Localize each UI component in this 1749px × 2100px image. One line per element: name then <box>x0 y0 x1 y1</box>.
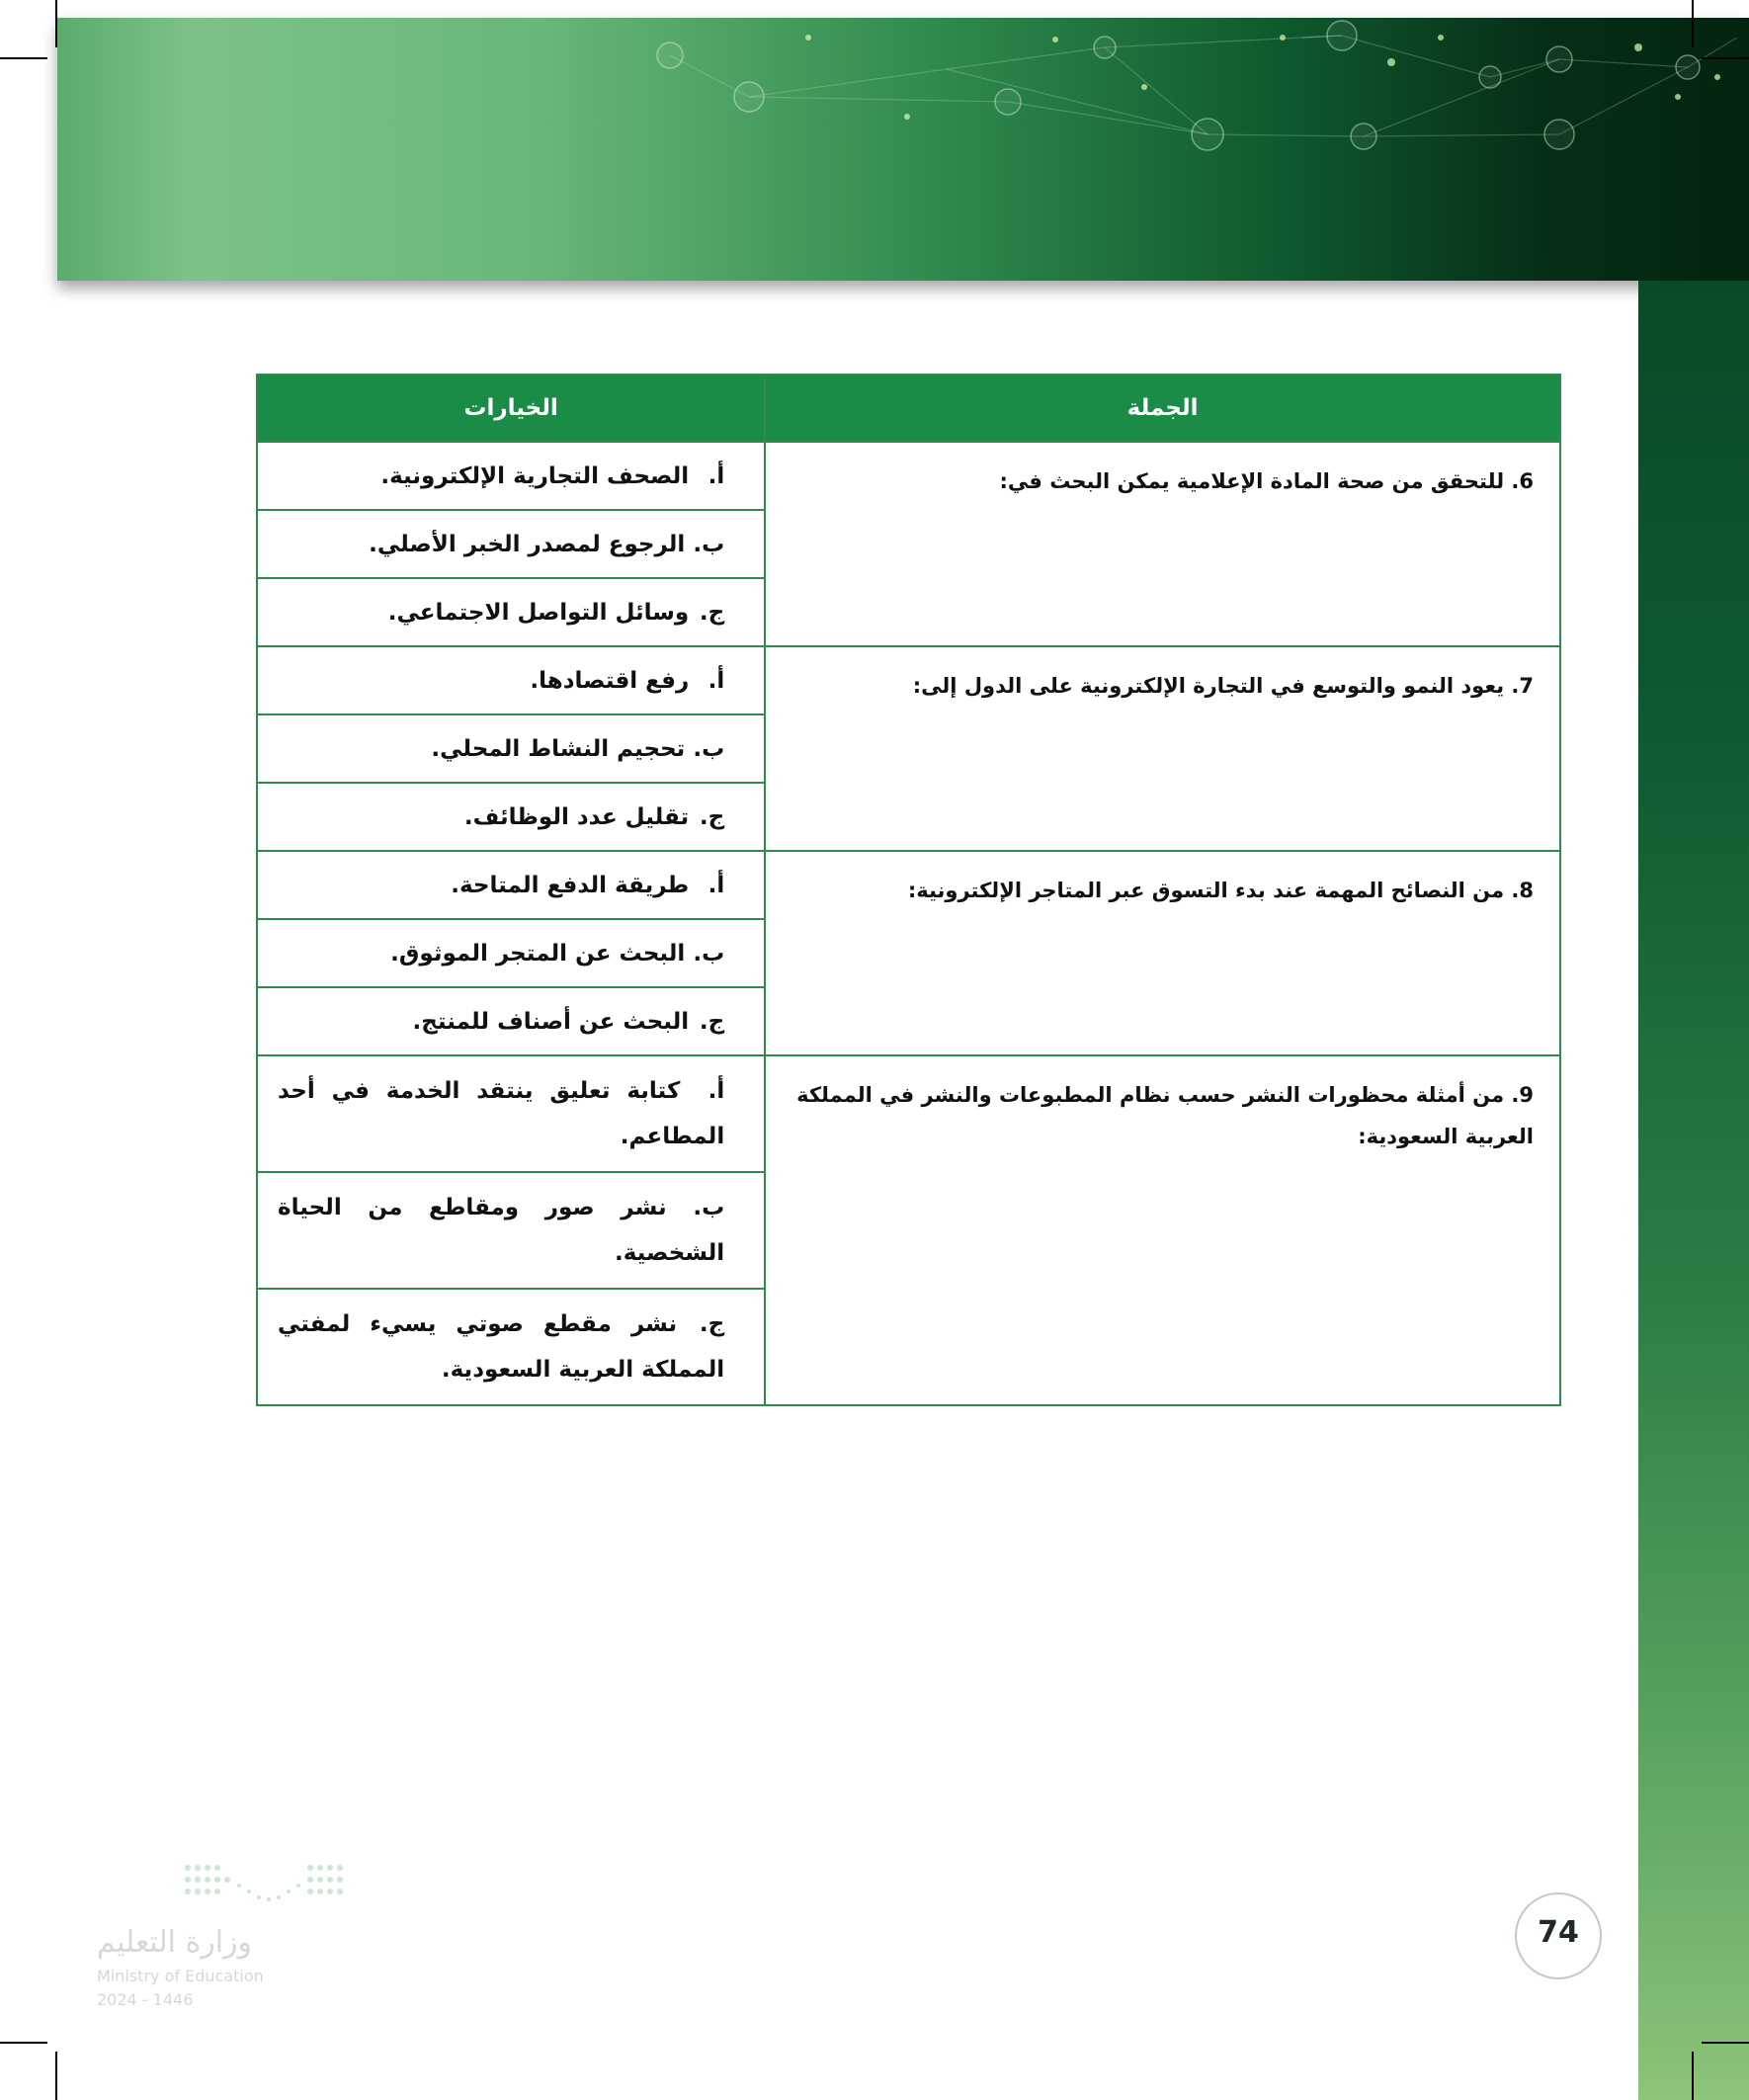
question-number: 9. <box>1511 1083 1534 1107</box>
option-label: ب. <box>693 531 725 557</box>
option-text: نشر صور ومقاطع من الحياة الشخصية. <box>278 1195 725 1266</box>
option-cell[interactable] <box>257 442 765 510</box>
crop-mark <box>1702 57 1749 59</box>
network-decoration <box>57 18 1749 281</box>
question-cell <box>765 646 1560 851</box>
option-label: ب. <box>693 1195 725 1220</box>
option-label: ج. <box>699 803 725 830</box>
option-text: كتابة تعليق ينتقد الخدمة في أحد المطاعم. <box>278 1078 725 1149</box>
option-label: أ. <box>708 462 725 489</box>
crop-mark <box>1692 2052 1694 2100</box>
option-label: أ. <box>708 667 725 694</box>
option-text: نشر مقطع صوتي يسيء لمفتي المملكة العربية السعودية. <box>278 1311 725 1383</box>
header-question: الجملة <box>765 375 1560 442</box>
option-label: ج. <box>699 599 725 626</box>
side-strip <box>1638 281 1749 2100</box>
page-number: 74 <box>1538 1914 1579 1950</box>
option-text: تحجيم النشاط المحلي. <box>431 735 686 762</box>
table-row <box>257 1055 1560 1172</box>
option-text: البحث عن المتجر الموثوق. <box>390 940 686 966</box>
option-cell[interactable] <box>257 987 765 1055</box>
question-number: 6. <box>1511 469 1534 493</box>
option-cell[interactable] <box>257 919 765 987</box>
option-cell[interactable] <box>257 1055 765 1172</box>
crop-mark <box>0 2042 47 2044</box>
option-text: رفع اقتصادها. <box>530 667 690 694</box>
question-number: 8. <box>1511 879 1534 902</box>
option-text: وسائل التواصل الاجتماعي. <box>387 599 690 626</box>
questions-table-wrapper <box>256 374 1561 1406</box>
option-cell[interactable] <box>257 1289 765 1405</box>
option-text: الرجوع لمصدر الخبر الأصلي. <box>369 531 686 557</box>
crop-mark <box>0 57 47 59</box>
option-label: أ. <box>708 1078 725 1104</box>
option-label: أ. <box>708 872 725 898</box>
question-number: 7. <box>1511 674 1534 698</box>
option-text: طريقة الدفع المتاحة. <box>451 872 690 898</box>
header-options: الخيارات <box>257 375 765 442</box>
option-cell[interactable] <box>257 510 765 578</box>
option-cell[interactable] <box>257 578 765 646</box>
table-row <box>257 851 1560 919</box>
question-text: يعود النمو والتوسع في التجارة الإلكترونية على الدول إلى: <box>912 674 1505 698</box>
option-label: ج. <box>699 1008 725 1035</box>
question-text: من أمثلة محظورات النشر حسب نظام المطبوعات والنشر في المملكة العربية السعودية: <box>796 1083 1534 1148</box>
table-row <box>257 646 1560 714</box>
option-text: تقليل عدد الوظائف. <box>463 803 690 830</box>
question-text: للتحقق من صحة المادة الإعلامية يمكن البحث في: <box>999 469 1505 493</box>
question-cell <box>765 1055 1560 1405</box>
header-banner <box>57 18 1749 281</box>
crop-mark <box>55 0 57 47</box>
table-row <box>257 442 1560 510</box>
ministry-name-ar: وزارة التعليم <box>97 1925 253 1960</box>
option-label: ب. <box>693 940 725 966</box>
option-text: البحث عن أصناف للمنتج. <box>412 1008 690 1035</box>
table-header-row <box>257 375 1560 442</box>
option-cell[interactable] <box>257 646 765 714</box>
crop-mark <box>1702 2042 1749 2044</box>
ministry-logo-icon <box>180 1860 358 1919</box>
edition-year: 2024 - 1446 <box>97 1990 194 2009</box>
question-cell <box>765 442 1560 646</box>
option-cell[interactable] <box>257 1172 765 1289</box>
questions-table <box>256 374 1561 1406</box>
question-cell <box>765 851 1560 1055</box>
crop-mark <box>1692 0 1694 47</box>
ministry-name-en: Ministry of Education <box>97 1967 264 1985</box>
option-cell[interactable] <box>257 714 765 783</box>
option-label: ج. <box>699 1311 725 1337</box>
option-text: الصحف التجارية الإلكترونية. <box>380 462 690 489</box>
option-label: ب. <box>693 735 725 762</box>
option-cell[interactable] <box>257 851 765 919</box>
crop-mark <box>55 2052 57 2100</box>
question-text: من النصائح المهمة عند بدء التسوق عبر المتاجر الإلكترونية: <box>907 879 1505 902</box>
option-cell[interactable] <box>257 783 765 851</box>
